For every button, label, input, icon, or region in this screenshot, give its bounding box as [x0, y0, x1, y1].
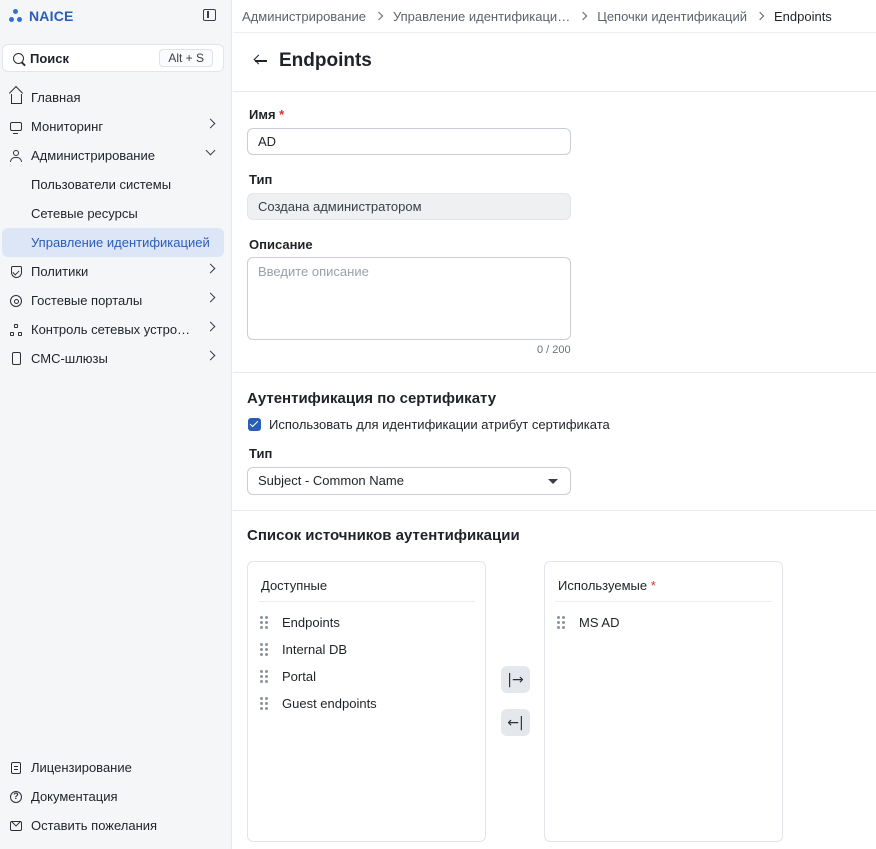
sidebar-item-identity-management[interactable]: [2, 228, 224, 257]
sidebar-item-label: Лицензирование: [31, 760, 132, 775]
list-item-label: Internal DB: [282, 642, 348, 657]
description-textarea[interactable]: Введите описание: [247, 257, 571, 340]
sidebar-item-monitoring[interactable]: [2, 112, 224, 141]
cert-attribute-checkbox-row[interactable]: [248, 417, 610, 432]
sidebar-item-label: Пользователи системы: [31, 177, 172, 192]
list-item[interactable]: [260, 690, 475, 717]
chevron-right-icon: [756, 12, 764, 20]
sidebar-item-label: СМС-шлюзы: [31, 351, 108, 366]
list-item[interactable]: [260, 636, 475, 663]
sidebar-item-label: Гостевые порталы: [31, 293, 143, 308]
drag-handle-icon[interactable]: [260, 643, 268, 656]
sidebar-bottom-nav: [2, 753, 224, 840]
sidebar-item-documentation[interactable]: [2, 782, 224, 811]
home-icon: [9, 91, 23, 105]
used-sources-title-text: Используемые: [558, 578, 648, 593]
cert-type-select[interactable]: [247, 467, 571, 495]
caret-down-icon: [548, 479, 558, 484]
monitor-icon: [9, 120, 23, 134]
required-mark: *: [650, 578, 656, 593]
available-sources-panel: [247, 561, 486, 842]
collapse-sidebar-icon[interactable]: [203, 9, 216, 21]
page-header: [233, 33, 876, 92]
type-field: Создана администратором: [247, 193, 571, 220]
available-sources-list: [260, 609, 475, 717]
chevron-right-icon: [206, 119, 216, 129]
brand-name: NAICE: [29, 8, 74, 24]
chevron-right-icon: [206, 264, 216, 274]
sidebar-item-licensing[interactable]: [2, 753, 224, 782]
sidebar-item-label: Главная: [31, 90, 81, 105]
drag-handle-icon[interactable]: [260, 697, 268, 710]
sidebar-item-label: Оставить пожелания: [31, 818, 158, 833]
chevron-right-icon: [206, 351, 216, 361]
required-mark: *: [279, 107, 285, 122]
cert-type-label: Тип: [249, 446, 273, 461]
cert-attribute-checkbox-label: Использовать для идентификации атрибут сертификата: [269, 417, 610, 432]
description-counter: 0 / 200: [537, 344, 571, 356]
name-input[interactable]: AD: [247, 128, 571, 155]
chevron-down-icon: [206, 146, 216, 156]
sidebar-item-sms-gateways[interactable]: [2, 344, 224, 373]
brand[interactable]: [9, 6, 74, 26]
breadcrumb-item[interactable]: Администрирование: [242, 8, 366, 24]
list-item-label: MS AD: [579, 615, 620, 630]
drag-handle-icon[interactable]: [260, 616, 268, 629]
available-sources-title: Доступные: [261, 578, 328, 593]
sidebar-item-label: Управление идентификацией: [31, 235, 210, 250]
sidebar-item-label: Мониторинг: [31, 119, 104, 134]
name-label: [249, 107, 284, 122]
sidebar-item-administration[interactable]: [2, 141, 224, 170]
divider: [555, 601, 772, 602]
user-icon: [9, 149, 23, 163]
chevron-right-icon: [206, 322, 216, 332]
list-item-label: Portal: [282, 669, 316, 684]
list-item[interactable]: [557, 609, 772, 636]
sidebar-nav: [2, 83, 224, 373]
name-label-text: Имя: [249, 107, 276, 122]
sidebar-item-network-resources[interactable]: [2, 199, 224, 228]
help-icon: ?: [9, 790, 23, 804]
sidebar: [0, 0, 232, 849]
cert-section-title: Аутентификация по сертификату: [247, 390, 497, 407]
breadcrumb-current: Endpoints: [773, 8, 832, 24]
search-label: Поиск: [30, 50, 70, 66]
sidebar-item-label: Документация: [31, 789, 118, 804]
divider: [258, 601, 475, 602]
list-item[interactable]: [260, 663, 475, 690]
license-icon: [9, 761, 23, 775]
main-content: [233, 0, 876, 849]
move-right-button[interactable]: |→: [501, 666, 530, 693]
divider: [233, 510, 876, 511]
list-item-label: Endpoints: [282, 615, 340, 630]
type-label: Тип: [249, 172, 273, 187]
sources-section-title: Список источников аутентификации: [247, 527, 520, 544]
sidebar-item-home[interactable]: [2, 83, 224, 112]
breadcrumb-item[interactable]: Управление идентификаци…: [392, 8, 571, 24]
list-item[interactable]: [260, 609, 475, 636]
chevron-right-icon: [206, 293, 216, 303]
drag-handle-icon[interactable]: [557, 616, 565, 629]
breadcrumb-item[interactable]: Цепочки идентификаций: [597, 8, 747, 24]
sidebar-item-label: Политики: [31, 264, 89, 279]
used-sources-title: [558, 578, 656, 593]
back-arrow-icon[interactable]: [253, 53, 269, 69]
drag-handle-icon[interactable]: [260, 670, 268, 683]
mail-icon: [9, 819, 23, 833]
search-icon: [13, 53, 24, 64]
chevron-right-icon: [579, 12, 587, 20]
wifi-icon: [9, 294, 23, 308]
list-item-label: Guest endpoints: [282, 696, 377, 711]
sidebar-item-system-users[interactable]: [2, 170, 224, 199]
cert-type-value: Subject - Common Name: [258, 473, 404, 488]
shield-icon: [9, 265, 23, 279]
logo-icon: [9, 9, 23, 23]
used-sources-list: [557, 609, 772, 636]
sidebar-item-guest-portals[interactable]: [2, 286, 224, 315]
sidebar-item-label: Администрирование: [31, 148, 155, 163]
sidebar-item-label: Контроль сетевых устро…: [31, 322, 191, 337]
network-icon: [9, 323, 23, 337]
sidebar-item-network-devices[interactable]: [2, 315, 224, 344]
phone-icon: [9, 352, 23, 366]
divider: [233, 372, 876, 373]
search-button[interactable]: [2, 44, 224, 72]
used-sources-panel: [544, 561, 783, 842]
sidebar-item-feedback[interactable]: [2, 811, 224, 840]
description-label: Описание: [249, 237, 313, 252]
move-left-button[interactable]: ←|: [501, 709, 530, 736]
breadcrumb: [242, 0, 832, 32]
sidebar-item-label: Сетевые ресурсы: [31, 206, 138, 221]
sidebar-item-policies[interactable]: [2, 257, 224, 286]
chevron-right-icon: [375, 12, 383, 20]
search-shortcut: Alt + S: [159, 49, 213, 67]
cert-attribute-checkbox[interactable]: [248, 418, 261, 431]
page-title: Endpoints: [279, 50, 372, 71]
